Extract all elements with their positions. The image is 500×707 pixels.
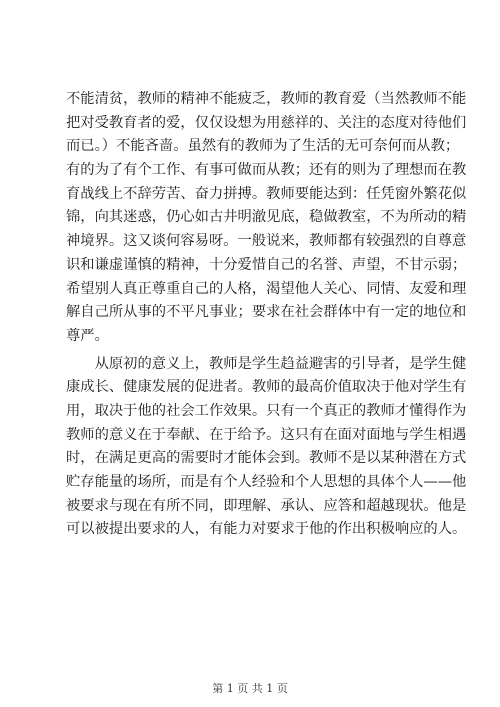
text-line: 康成长、健康发展的促进者。教师的最高价值取决于他对学生有: [66, 379, 467, 396]
text-line: 神境界。这又谈何容易呀。一般说来，教师都有较强烈的自尊意: [66, 233, 467, 250]
text-line: 可以被提出要求的人，有能力对要求于他的作出积极响应的人。: [66, 521, 467, 538]
text-line: 解自己所从事的不平凡事业；要求在社会群体中有一定的地位和: [66, 304, 467, 321]
text-line: 把对受教育者的爱，仅仅设想为用慈祥的、关注的态度对待他们: [66, 114, 467, 131]
text-line: 用，取决于他的社会工作效果。只有一个真正的教师才懂得作为: [66, 402, 467, 419]
text-line: 时，在满足更高的需要时才能体会到。教师不是以某种潜在方式: [66, 450, 467, 467]
text-line: 尊严。: [66, 327, 109, 344]
page-number-footer: 第 1 页 共 1 页: [212, 682, 288, 695]
text-line: 从原初的意义上，教师是学生趋益避害的引导者，是学生健: [66, 355, 467, 372]
text-line: 识和谦虚谨慎的精神，十分爱惜自己的名誉、声望，不甘示弱；: [66, 256, 467, 273]
paragraph-1: [66, 88, 467, 349]
text-line: 希望别人真正尊重自己的人格，渴望他人关心、同情、友爱和理: [66, 280, 467, 297]
text-line: 贮存能量的场所，而是有个人经验和个人思想的具体个人——他: [66, 474, 467, 490]
text-line: 锦，向其迷惑，仍心如古井明澈见底，稳做教室，不为所动的精: [66, 209, 467, 226]
text-line: 教师的意义在于奉献、在于给予。这只有在面对面地与学生相遇: [66, 426, 467, 443]
text-line: 有的为了有个工作、有事可做而从教；还有的则为了理想而在教: [66, 162, 467, 179]
text-line: 育战线上不辞劳苦、奋力拼搏。教师要能达到：任凭窗外繁花似: [66, 185, 467, 202]
text-line: 不能清贫，教师的精神不能疲乏，教师的教育爱（当然教师不能: [66, 91, 467, 107]
text-line: 而已。）不能吝啬。虽然有的教师为了生活的无可奈何而从教；: [66, 138, 460, 155]
paragraph-2: [66, 353, 467, 543]
document-body: [66, 88, 467, 542]
text-line: 被要求与现在有所不同，即理解、承认、应答和超越现状。他是: [66, 497, 467, 514]
